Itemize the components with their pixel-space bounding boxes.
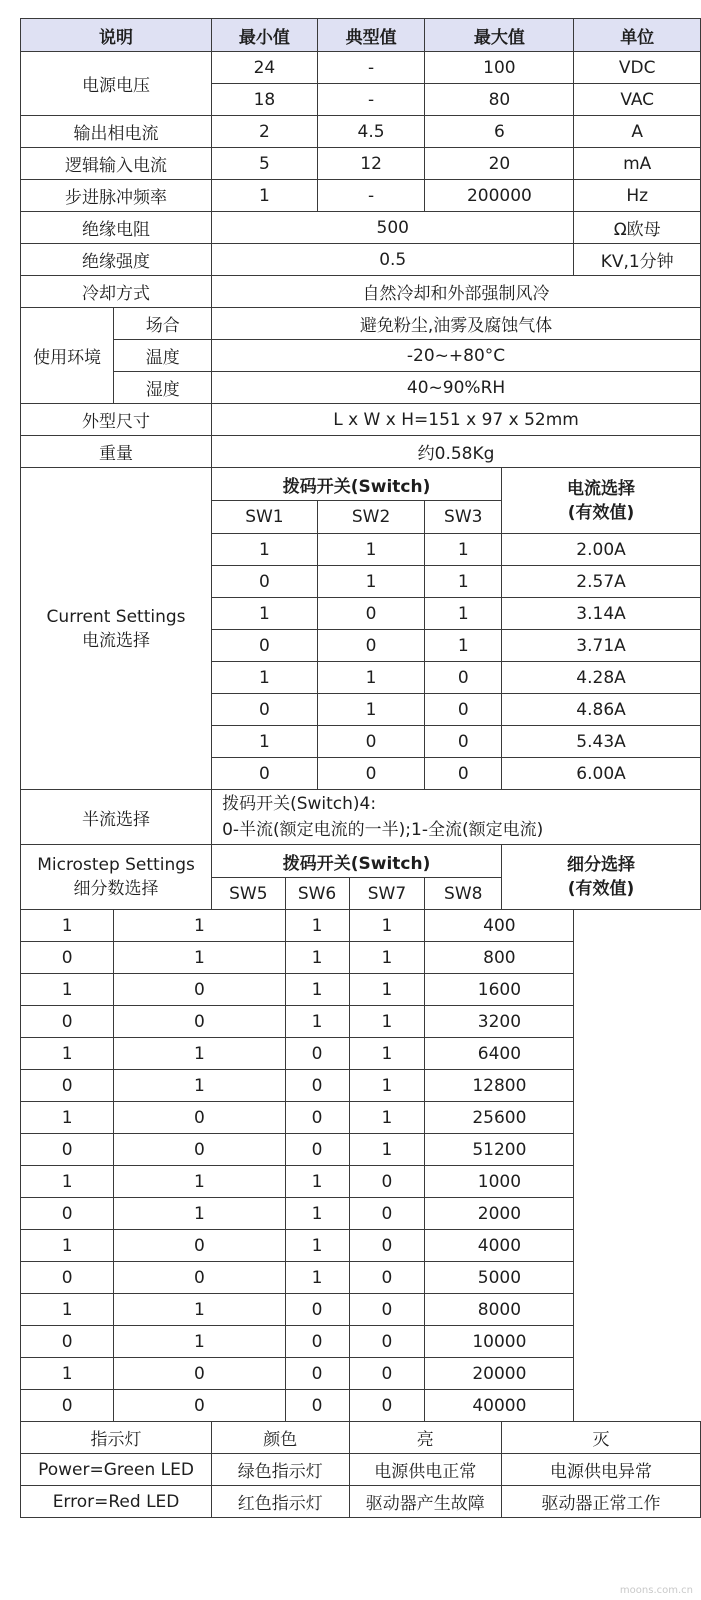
cell: 500 [212, 212, 574, 244]
cell: 1 [317, 566, 425, 598]
cell: 2 [212, 116, 318, 148]
cell: 24 [212, 52, 318, 84]
switch-title: 拨码开关(Switch) [212, 845, 502, 878]
half-current-line2: 0-半流(额定电流的一半);1-全流(额定电流) [222, 820, 544, 840]
table-row [21, 1390, 701, 1422]
cell: 6400 [425, 1038, 574, 1070]
cell: 1 [21, 974, 114, 1006]
header-cell: 最小值 [212, 19, 318, 52]
cell: VDC [574, 52, 701, 84]
cell: 1 [21, 1358, 114, 1390]
table-row [21, 974, 701, 1006]
row-label: 逻辑输入电流 [21, 148, 212, 180]
row-label: 步进脉冲频率 [21, 180, 212, 212]
sub-label: 场合 [114, 308, 212, 340]
cell: 0 [21, 1326, 114, 1358]
column-header: SW5 [212, 878, 285, 910]
cell: 红色指示灯 [212, 1486, 349, 1518]
cell: 0 [285, 1038, 349, 1070]
microstep-select-title [502, 845, 701, 910]
cell: 0 [349, 1198, 425, 1230]
cell: 1 [349, 1102, 425, 1134]
current-settings-label-en: Current Settings [46, 606, 186, 627]
cell: 1 [21, 1230, 114, 1262]
cell: 5000 [425, 1262, 574, 1294]
table-row [21, 180, 701, 212]
cell: Ω欧母 [574, 212, 701, 244]
cell: 8000 [425, 1294, 574, 1326]
cell: 1 [349, 1006, 425, 1038]
cell: 40~90%RH [212, 372, 701, 404]
cell: 10000 [425, 1326, 574, 1358]
current-select-title-1: 电流选择 [567, 478, 636, 499]
microstep-settings-label-en: Microstep Settings [37, 855, 195, 875]
table-row [21, 1358, 701, 1390]
cell: 0 [21, 942, 114, 974]
cell: 1 [114, 1038, 285, 1070]
cell: 1 [285, 1230, 349, 1262]
cell: 1 [285, 942, 349, 974]
cell: 1 [285, 1262, 349, 1294]
cell: KV,1分钟 [574, 244, 701, 276]
table-row [21, 1326, 701, 1358]
half-current-line1: 拨码开关(Switch)4: [222, 794, 377, 814]
table-row [21, 404, 701, 436]
cell: - [317, 84, 425, 116]
cell: 电源供电正常 [349, 1454, 502, 1486]
row-label: 半流选择 [21, 790, 212, 845]
cell: 1 [114, 1070, 285, 1102]
cell: 0 [349, 1230, 425, 1262]
cell: 6 [425, 116, 574, 148]
cell: 3200 [425, 1006, 574, 1038]
cell: 0 [114, 1358, 285, 1390]
cell: 0 [212, 566, 318, 598]
cell: 1000 [425, 1166, 574, 1198]
spec-table [20, 18, 701, 1518]
cell: 200000 [425, 180, 574, 212]
cell: 1 [114, 1198, 285, 1230]
microstep-select-title-1: 细分选择 [567, 855, 636, 875]
row-label: 电源电压 [21, 52, 212, 116]
microstep-settings-label-cn: 细分数选择 [73, 879, 159, 899]
cell: 3.14A [502, 598, 701, 630]
cell: 100 [425, 52, 574, 84]
cell: 1 [212, 180, 318, 212]
cell: mA [574, 148, 701, 180]
cell: 4.28A [502, 662, 701, 694]
cell: 0 [425, 758, 502, 790]
current-select-title [502, 468, 701, 534]
cell: 约0.58Kg [212, 436, 701, 468]
table-row [21, 1134, 701, 1166]
cell: 2000 [425, 1198, 574, 1230]
cell: 3.71A [502, 630, 701, 662]
header-cell: 典型值 [317, 19, 425, 52]
cell: 0 [349, 1358, 425, 1390]
cell: 0 [285, 1294, 349, 1326]
table-row [21, 1454, 701, 1486]
cell: 0 [285, 1390, 349, 1422]
cell: 0 [317, 758, 425, 790]
cell: 12 [317, 148, 425, 180]
half-current-desc [212, 790, 701, 845]
cell: 5.43A [502, 726, 701, 758]
cell: 1 [114, 910, 285, 942]
cell: 0 [114, 1134, 285, 1166]
indicator-header: 指示灯 [21, 1422, 212, 1454]
column-header: SW7 [349, 878, 425, 910]
table-row [21, 1230, 701, 1262]
cell: 4.86A [502, 694, 701, 726]
cell: 1 [212, 662, 318, 694]
table-row [21, 910, 701, 942]
cell: 1 [114, 1166, 285, 1198]
table-header-row [21, 19, 701, 52]
column-header: SW3 [425, 501, 502, 534]
spec-table-wrapper [20, 18, 701, 1518]
table-row [21, 276, 701, 308]
cell: Power=Green LED [21, 1454, 212, 1486]
row-label: 冷却方式 [21, 276, 212, 308]
current-settings-label [21, 468, 212, 790]
cell: 0 [285, 1358, 349, 1390]
microstep-select-title-2: (有效值) [567, 879, 635, 899]
cell: 1 [212, 598, 318, 630]
cell: 1 [285, 1006, 349, 1038]
cell: 4.5 [317, 116, 425, 148]
table-row [21, 244, 701, 276]
cell: 1 [425, 566, 502, 598]
cell: 1 [317, 694, 425, 726]
current-settings-label-cn: 电流选择 [82, 630, 151, 651]
table-row [21, 116, 701, 148]
cell: 2.00A [502, 534, 701, 566]
table-row [21, 790, 701, 845]
sub-label: 温度 [114, 340, 212, 372]
cell: 0 [349, 1262, 425, 1294]
cell: 1 [285, 1166, 349, 1198]
table-row [21, 1038, 701, 1070]
cell: VAC [574, 84, 701, 116]
cell: 51200 [425, 1134, 574, 1166]
cell: 0 [317, 726, 425, 758]
cell: 1 [425, 534, 502, 566]
cell: 40000 [425, 1390, 574, 1422]
table-row [21, 212, 701, 244]
cell: 0 [21, 1134, 114, 1166]
cell: 0 [21, 1390, 114, 1422]
cell: 0 [425, 662, 502, 694]
header-cell: 说明 [21, 19, 212, 52]
cell: 0 [21, 1262, 114, 1294]
table-row [21, 1166, 701, 1198]
cell: L x W x H=151 x 97 x 52mm [212, 404, 701, 436]
switch-title: 拨码开关(Switch) [212, 468, 502, 501]
table-row [21, 845, 701, 878]
watermark: moons.com.cn [619, 1585, 693, 1596]
cell: 1 [21, 910, 114, 942]
cell: 1 [349, 974, 425, 1006]
column-header: SW6 [285, 878, 349, 910]
column-header: SW2 [317, 501, 425, 534]
cell: 20000 [425, 1358, 574, 1390]
cell: 0 [425, 726, 502, 758]
cell: 1 [114, 942, 285, 974]
cell: 1 [285, 910, 349, 942]
row-label: 外型尺寸 [21, 404, 212, 436]
cell: 2.57A [502, 566, 701, 598]
cell: 1 [21, 1038, 114, 1070]
cell: 0 [212, 630, 318, 662]
cell: 0 [285, 1102, 349, 1134]
cell: 避免粉尘,油雾及腐蚀气体 [212, 308, 701, 340]
cell: 0 [21, 1198, 114, 1230]
table-row [21, 340, 701, 372]
cell: 0 [21, 1070, 114, 1102]
cell: Error=Red LED [21, 1486, 212, 1518]
microstep-settings-label [21, 845, 212, 910]
cell: 1 [425, 630, 502, 662]
cell: 驱动器正常工作 [502, 1486, 701, 1518]
current-select-title-2: (有效值) [567, 502, 635, 523]
row-label: 输出相电流 [21, 116, 212, 148]
indicator-header: 颜色 [212, 1422, 349, 1454]
row-label: 使用环境 [21, 308, 114, 404]
cell: 1 [285, 974, 349, 1006]
cell: 0 [425, 694, 502, 726]
cell: 0 [349, 1166, 425, 1198]
row-label: 绝缘强度 [21, 244, 212, 276]
cell: 1 [349, 910, 425, 942]
row-label: 重量 [21, 436, 212, 468]
cell: 绿色指示灯 [212, 1454, 349, 1486]
header-cell: 单位 [574, 19, 701, 52]
table-row [21, 372, 701, 404]
cell: 1 [114, 1326, 285, 1358]
cell: 1 [349, 1070, 425, 1102]
table-row [21, 468, 701, 501]
cell: 4000 [425, 1230, 574, 1262]
cell: 0 [349, 1326, 425, 1358]
table-row [21, 436, 701, 468]
cell: 0 [114, 1230, 285, 1262]
cell: 0 [114, 1102, 285, 1134]
cell: 0 [285, 1134, 349, 1166]
cell: A [574, 116, 701, 148]
column-header: SW8 [425, 878, 502, 910]
table-row [21, 1486, 701, 1518]
cell: 1 [349, 942, 425, 974]
header-cell: 最大值 [425, 19, 574, 52]
cell: 1 [21, 1166, 114, 1198]
table-row [21, 148, 701, 180]
indicator-header: 灭 [502, 1422, 701, 1454]
cell: 1 [114, 1294, 285, 1326]
cell: 0 [114, 974, 285, 1006]
microstep-rows [21, 910, 701, 1422]
cell: 800 [425, 942, 574, 974]
cell: 5 [212, 148, 318, 180]
cell: 25600 [425, 1102, 574, 1134]
cell: 0 [317, 630, 425, 662]
cell: 1 [349, 1038, 425, 1070]
cell: 0.5 [212, 244, 574, 276]
cell: 驱动器产生故障 [349, 1486, 502, 1518]
table-row [21, 308, 701, 340]
cell: 0 [114, 1390, 285, 1422]
cell: 1 [212, 534, 318, 566]
cell: 1 [21, 1102, 114, 1134]
table-row [21, 52, 701, 84]
column-header: SW1 [212, 501, 318, 534]
cell: - [317, 52, 425, 84]
cell: 12800 [425, 1070, 574, 1102]
cell: 0 [349, 1294, 425, 1326]
cell: 1 [425, 598, 502, 630]
cell: 0 [349, 1390, 425, 1422]
cell: 0 [285, 1070, 349, 1102]
indicator-header: 亮 [349, 1422, 502, 1454]
cell: 1 [317, 534, 425, 566]
cell: 400 [425, 910, 574, 942]
table-row [21, 1070, 701, 1102]
table-row [21, 1006, 701, 1038]
cell: 1 [212, 726, 318, 758]
cell: 0 [114, 1262, 285, 1294]
cell: 18 [212, 84, 318, 116]
cell: 0 [21, 1006, 114, 1038]
cell: 0 [212, 758, 318, 790]
cell: 0 [212, 694, 318, 726]
cell: 1 [349, 1134, 425, 1166]
table-row [21, 942, 701, 974]
cell: 20 [425, 148, 574, 180]
cell: 0 [317, 598, 425, 630]
cell: -20~+80°C [212, 340, 701, 372]
table-row [21, 1198, 701, 1230]
row-label: 绝缘电阻 [21, 212, 212, 244]
cell: 0 [114, 1006, 285, 1038]
table-row [21, 1102, 701, 1134]
cell: 自然冷却和外部强制风冷 [212, 276, 701, 308]
table-row [21, 1262, 701, 1294]
cell: 1 [21, 1294, 114, 1326]
cell: 1 [285, 1198, 349, 1230]
cell: - [317, 180, 425, 212]
cell: 电源供电异常 [502, 1454, 701, 1486]
table-row [21, 1294, 701, 1326]
cell: 1600 [425, 974, 574, 1006]
cell: 0 [285, 1326, 349, 1358]
cell: Hz [574, 180, 701, 212]
table-row [21, 1422, 701, 1454]
cell: 80 [425, 84, 574, 116]
cell: 6.00A [502, 758, 701, 790]
cell: 1 [317, 662, 425, 694]
sub-label: 湿度 [114, 372, 212, 404]
